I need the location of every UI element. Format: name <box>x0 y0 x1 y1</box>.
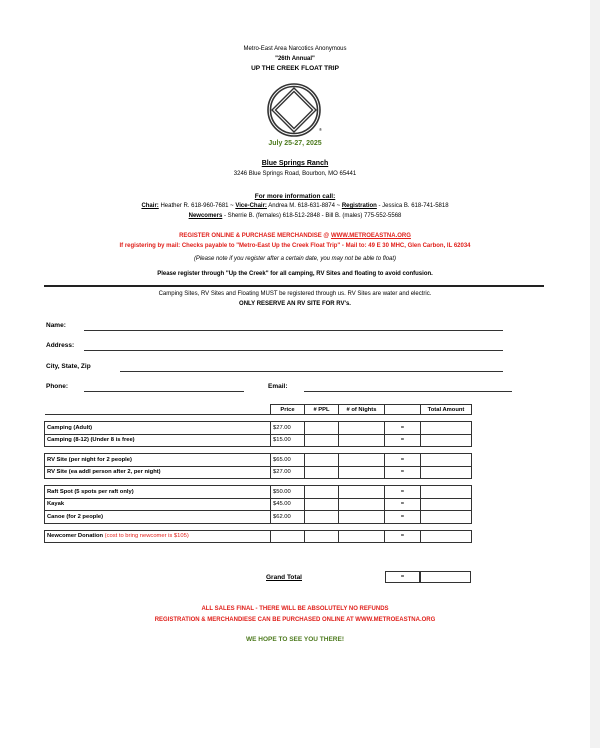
late-registration-note: (Please note if you register after a certain date, you may not be able to float) <box>193 256 397 262</box>
table-row <box>45 511 472 524</box>
fee-item-label: Camping (Adult) <box>45 422 271 435</box>
nights-input[interactable] <box>339 530 385 543</box>
phone-field[interactable] <box>84 391 244 392</box>
newcomer-cost-note: (cost to bring newcomer is $105) <box>104 533 189 540</box>
equals-sign: = <box>385 511 421 524</box>
table-gap <box>45 447 472 454</box>
table-gap <box>45 479 472 486</box>
grand-total-input[interactable] <box>420 571 471 583</box>
nights-input[interactable] <box>339 466 385 479</box>
nights-input[interactable] <box>339 454 385 467</box>
website-link[interactable]: WWW.METROEASTNA.ORG <box>330 233 411 239</box>
fee-item-label: Canoe (for 2 people) <box>45 511 271 524</box>
equals-sign: = <box>385 466 421 479</box>
nights-input[interactable] <box>339 434 385 447</box>
table-row <box>45 422 472 435</box>
ppl-input[interactable] <box>305 486 339 499</box>
vice-chair-label: Vice-Chair: <box>235 203 267 209</box>
equals-sign: = <box>385 454 421 467</box>
ppl-input[interactable] <box>305 422 339 435</box>
fee-price: $50.00 <box>271 486 305 499</box>
phone-label: Phone: <box>46 383 69 390</box>
total-input[interactable] <box>421 434 472 447</box>
email-field[interactable] <box>304 391 512 392</box>
fee-price: $65.00 <box>271 454 305 467</box>
ppl-input[interactable] <box>305 511 339 524</box>
camping-notice: Camping Sites, RV Sites and Floating MUST be registered through us. RV Sites are water and electric. <box>158 291 432 297</box>
mail-notice: If registering by mail: Checks payable to "Metro-East Up the Creek Float Trip" - Mail to: 49 E 30 MHC, Glen Carbon, IL 62034 <box>119 243 471 249</box>
svg-text:®: ® <box>319 127 322 132</box>
ppl-input[interactable] <box>305 434 339 447</box>
table-row <box>45 466 472 479</box>
fee-item-label: RV Site (per night for 2 people) <box>45 454 271 467</box>
total-input[interactable] <box>421 498 472 511</box>
no-refunds-notice: ALL SALES FINAL - THERE WILL BE ABSOLUTELY NO REFUNDS <box>201 606 389 612</box>
fee-price: $62.00 <box>271 511 305 524</box>
total-input[interactable] <box>421 530 472 543</box>
nights-header: # of Nights <box>339 405 385 415</box>
grand-total-label: Grand Total <box>266 574 302 581</box>
chair-label: Chair: <box>141 203 159 209</box>
fee-item-label <box>45 530 271 543</box>
total-input[interactable] <box>421 454 472 467</box>
donation-input[interactable] <box>271 530 305 543</box>
total-input[interactable] <box>421 422 472 435</box>
registration-label: Registration <box>341 203 377 209</box>
contact-line-1 <box>0 203 590 209</box>
na-logo-icon <box>264 82 328 138</box>
equals-sign: = <box>385 530 421 543</box>
registration-contact: - Jessica B. 618-741-5818 <box>378 203 449 209</box>
nights-input[interactable] <box>339 511 385 524</box>
ppl-input[interactable] <box>305 466 339 479</box>
price-header: Price <box>271 405 305 415</box>
register-online-text: REGISTER ONLINE & PURCHASE MERCHANDISE @ <box>179 233 331 239</box>
nights-input[interactable] <box>339 498 385 511</box>
ppl-input[interactable] <box>305 454 339 467</box>
ppl-header: # PPL <box>305 405 339 415</box>
newcomers-label: Newcomers <box>188 213 223 219</box>
name-label: Name: <box>46 322 66 329</box>
info-heading: For more information call: <box>254 193 336 200</box>
address-label: Address: <box>46 342 75 349</box>
newcomers-contact: - Sherrie B. (females) 618-512-2848 - Bill B. (males) 775-552-5568 <box>223 213 402 219</box>
city-state-zip-field[interactable] <box>120 371 503 372</box>
event-dates: July 25-27, 2025 <box>268 140 322 147</box>
fee-table <box>44 404 472 543</box>
equals-header <box>385 405 421 415</box>
fee-item-label: RV Site (ea addl person after 2, per night) <box>45 466 271 479</box>
fee-price: $15.00 <box>271 434 305 447</box>
total-input[interactable] <box>421 486 472 499</box>
fee-price: $27.00 <box>271 466 305 479</box>
ppl-input[interactable] <box>305 498 339 511</box>
email-label: Email: <box>268 383 288 390</box>
section-divider <box>44 285 544 287</box>
event-title: UP THE CREEK FLOAT TRIP <box>251 65 339 72</box>
grand-total-equals: = <box>385 571 420 583</box>
header-blank <box>45 405 271 415</box>
annual-label: "26th Annual" <box>275 56 315 62</box>
online-purchase-notice: REGISTRATION & MERCHANDIESE CAN BE PURCHASED ONLINE AT WWW.METROEASTNA.ORG <box>154 617 436 623</box>
nights-input[interactable] <box>339 486 385 499</box>
org-name: Metro-East Area Narcotics Anonymous <box>243 46 347 52</box>
fee-price: $45.00 <box>271 498 305 511</box>
equals-sign: = <box>385 434 421 447</box>
rv-reserve-notice: ONLY RESERVE AN RV SITE FOR RV's. <box>239 301 351 307</box>
newcomer-donation-label: Newcomer Donation <box>47 533 104 540</box>
contact-line-2 <box>0 213 590 219</box>
city-state-zip-label: City, State, Zip <box>46 363 91 370</box>
fee-item-label: Camping (8-12) (Under 8 is free) <box>45 434 271 447</box>
total-input[interactable] <box>421 466 472 479</box>
table-row <box>45 454 472 467</box>
table-row <box>45 486 472 499</box>
table-row <box>45 434 472 447</box>
equals-sign: = <box>385 422 421 435</box>
vice-chair-contact: Andrea M. 618-631-8874 ~ <box>268 203 341 209</box>
total-header: Total Amount <box>421 405 472 415</box>
total-input[interactable] <box>421 511 472 524</box>
address-field[interactable] <box>84 350 503 351</box>
equals-sign: = <box>385 498 421 511</box>
fee-item-label: Kayak <box>45 498 271 511</box>
see-you-there: WE HOPE TO SEE YOU THERE! <box>246 636 344 643</box>
ppl-input[interactable] <box>305 530 339 543</box>
fee-price: $27.00 <box>271 422 305 435</box>
venue-name: Blue Springs Ranch <box>261 160 329 167</box>
fee-table-header <box>45 405 472 415</box>
register-through-notice: Please register through "Up the Creek" for all camping, RV Sites and floating to avoid confusion. <box>157 271 433 277</box>
table-gap <box>45 523 472 530</box>
chair-contact: Heather R. 618-960-7681 ~ <box>160 203 234 209</box>
table-row <box>45 498 472 511</box>
fee-item-label: Raft Spot (5 spots per raft only) <box>45 486 271 499</box>
name-field[interactable] <box>84 330 503 331</box>
register-online-notice <box>0 233 590 239</box>
table-gap <box>45 415 472 422</box>
nights-input[interactable] <box>339 422 385 435</box>
venue-address: 3246 Blue Springs Road, Bourbon, MO 65441 <box>233 171 357 177</box>
table-row <box>45 530 472 543</box>
equals-sign: = <box>385 486 421 499</box>
